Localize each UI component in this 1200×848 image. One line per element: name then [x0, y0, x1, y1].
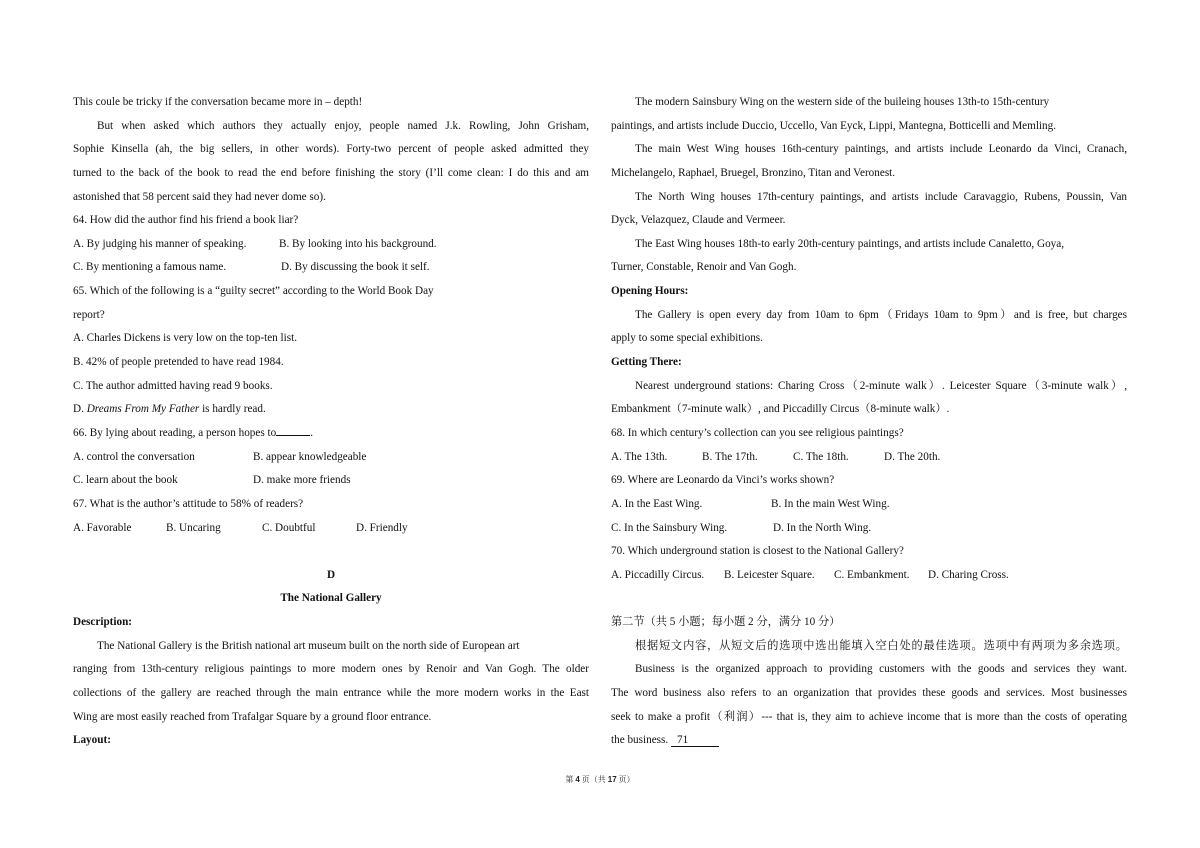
- question-70: 70. Which underground station is closest to the National Gallery?: [611, 545, 904, 558]
- text-line: paintings, and artists include Duccio, Uccello, Van Eyck, Lippi, Mantegna, Botticelli and Memling.: [611, 119, 1057, 132]
- text-line: apply to some special exhibitions.: [611, 332, 763, 345]
- part2-heading: 第二节（共 5 小题；每小题 2 分，满分 10 分）: [611, 616, 841, 629]
- option-a: A. Piccadilly Circus.: [611, 568, 705, 581]
- option-c: C. In the Sainsbury Wing.: [611, 521, 728, 534]
- option-d: D. In the North Wing.: [773, 521, 872, 534]
- text-line: The National Gallery is the British national art museum built on the north side of European art: [97, 639, 520, 652]
- option-b: B. 42% of people pretended to have read 1984.: [73, 356, 284, 369]
- option-a: A. Favorable: [73, 521, 132, 534]
- question-64: 64. How did the author find his friend a book liar?: [73, 214, 299, 227]
- text-line: But when asked which authors they actually enjoy, people named J.k. Rowling, John Grisham,: [97, 119, 589, 132]
- question-65: 65. Which of the following is a “guilty secret” according to the World Book Day: [73, 285, 434, 298]
- text-line: The Gallery is open every day from 10am to 6pm（Fridays 10am to 9pm）and is free, but charges: [635, 308, 1127, 321]
- text-line: ranging from 13th-century religious paintings to more modern ones by Renoir and Van Gogh. The older: [73, 663, 589, 676]
- business-end: the business.: [611, 734, 669, 747]
- option-d-suffix: is hardly read.: [199, 403, 266, 416]
- text-line: Sophie Kinsella (ah, the big sellers, in other words). Forty-two percent of people asked admitted they: [73, 143, 589, 156]
- text-line: astonished that 58 percent said they had never dome so).: [73, 190, 326, 203]
- text-line: [611, 729, 1127, 753]
- text-line: The word business also refers to an organization that provides these goods and services. Most businesses: [611, 687, 1127, 700]
- option-a: A. By judging his manner of speaking.: [73, 237, 247, 250]
- option-b: B. Leicester Square.: [724, 568, 815, 581]
- text-line: The main West Wing houses 16th-century paintings, and artists include Leonardo da Vinci, Cranach,: [635, 143, 1127, 156]
- text-line: Dyck, Velazquez, Claude and Vermeer.: [611, 214, 786, 227]
- question-68: 68. In which century’s collection can you see religious paintings?: [611, 426, 904, 439]
- right-column: [611, 91, 1127, 753]
- text-line: Business is the organized approach to providing customers with the goods and services they want.: [635, 663, 1127, 676]
- options-row: [73, 469, 589, 493]
- option-c: C. learn about the book: [73, 474, 178, 487]
- option-a: A. The 13th.: [611, 450, 668, 463]
- option-d: D. Friendly: [356, 521, 408, 534]
- option-a: A. Charles Dickens is very low on the top-ten list.: [73, 332, 298, 345]
- question-end: .: [310, 426, 314, 439]
- book-title: Dreams From My Father: [86, 403, 200, 416]
- options-row: [611, 446, 1127, 470]
- page-footer: [0, 774, 1200, 785]
- text-line: Wing are most easily reached from Trafalgar Square by a ground floor entrance.: [73, 710, 432, 723]
- question-69: 69. Where are Leonardo da Vinci’s works shown?: [611, 474, 835, 487]
- option-c: C. The 18th.: [793, 450, 849, 463]
- getting-there-label: Getting There:: [611, 356, 682, 369]
- option-d: D. Charing Cross.: [928, 568, 1009, 581]
- question-67: 67. What is the author’s attitude to 58% of readers?: [73, 497, 304, 510]
- option-d: D. make more friends: [253, 474, 351, 487]
- spacer: [611, 587, 1127, 611]
- text-line: Nearest underground stations: Charing Cross（2-minute walk）. Leicester Square（3-minute walk）,: [635, 379, 1127, 392]
- options-row: [611, 517, 1127, 541]
- text-line: This coule be tricky if the conversation became more in – depth!: [73, 96, 363, 108]
- blank-71: 71: [671, 734, 719, 747]
- footer-prefix: 第: [565, 775, 574, 784]
- opening-hours-label: Opening Hours:: [611, 285, 689, 298]
- section-letter: D: [326, 568, 336, 581]
- text-line: seek to make a profit（利润）--- that is, they aim to achieve income that is more than the costs of operating: [611, 710, 1127, 723]
- option-a: A. control the conversation: [73, 450, 195, 463]
- text-line: turned to the back of the book to read the end before finishing the story (I’ll come clean: I do this and am: [73, 166, 589, 179]
- text-line: Embankment（7-minute walk）, and Piccadilly Circus（8-minute walk）.: [611, 403, 950, 416]
- left-column: [73, 91, 589, 753]
- option-d-prefix: D.: [73, 403, 87, 416]
- answer-blank: [276, 424, 310, 436]
- spacer: [73, 540, 589, 564]
- text-line: Michelangelo, Raphael, Bruegel, Bronzino, Titan and Veronest.: [611, 166, 896, 179]
- options-row: [73, 446, 589, 470]
- option-c: C. Embankment.: [834, 568, 910, 581]
- text-line: collections of the gallery are reached through the main entrance while the more modern works in the East: [73, 687, 589, 700]
- question-66: [73, 422, 589, 446]
- option-a: A. In the East Wing.: [611, 497, 703, 510]
- option-d: D. By discussing the book it self.: [281, 261, 430, 274]
- question-text: 66. By lying about reading, a person hopes to: [73, 426, 277, 439]
- options-row: [73, 256, 589, 280]
- option-c: C. The author admitted having read 9 books.: [73, 379, 273, 392]
- page-total: 17: [607, 775, 617, 784]
- options-row: [73, 233, 589, 257]
- text-line: The East Wing houses 18th-to early 20th-century paintings, and artists include Canaletto, Goya,: [635, 237, 1065, 250]
- options-row: [611, 564, 1127, 588]
- option-b: B. Uncaring: [166, 521, 221, 534]
- option-c: C. By mentioning a famous name.: [73, 261, 227, 274]
- text-line: The North Wing houses 17th-century paintings, and artists include Caravaggio, Rubens, Poussin, Van: [635, 190, 1127, 203]
- layout-label: Layout:: [73, 734, 111, 747]
- text-line: Turner, Constable, Renoir and Van Gogh.: [611, 261, 797, 274]
- option-b: B. By looking into his background.: [279, 237, 437, 250]
- description-label: Description:: [73, 616, 133, 629]
- options-row: [73, 517, 589, 541]
- options-row: [611, 493, 1127, 517]
- footer-suffix: 页）: [618, 775, 635, 784]
- option-d: [73, 398, 589, 422]
- part2-instruction: 根据短文内容，从短文后的选项中选出能填入空白处的最佳选项。选项中有两项为多余选项。: [635, 639, 1127, 652]
- page-number: 4: [575, 775, 580, 784]
- option-b: B. appear knowledgeable: [253, 450, 367, 463]
- section-title: The National Gallery: [280, 592, 382, 605]
- option-d: D. The 20th.: [884, 450, 941, 463]
- option-b: B. In the main West Wing.: [771, 497, 890, 510]
- text-line: The modern Sainsbury Wing on the western side of the buileing houses 13th-to 15th-century: [635, 96, 1050, 108]
- option-b: B. The 17th.: [702, 450, 758, 463]
- question-65-cont: report?: [73, 308, 105, 321]
- footer-mid: 页（共: [581, 775, 606, 784]
- option-c: C. Doubtful: [262, 521, 316, 534]
